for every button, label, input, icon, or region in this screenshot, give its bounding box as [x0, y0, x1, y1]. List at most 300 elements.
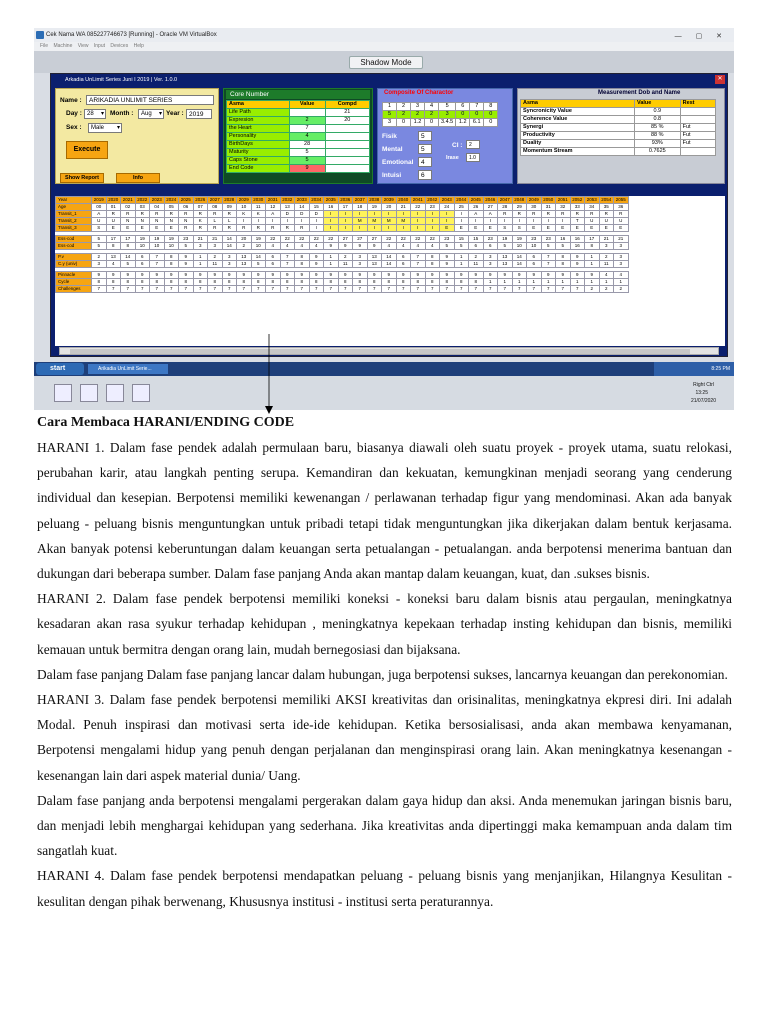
- grid-cell: R: [121, 211, 136, 218]
- grid-cell: 22: [411, 204, 426, 211]
- grid-cell: 9: [266, 272, 281, 279]
- info-button[interactable]: Info: [116, 173, 160, 183]
- grid-cell: 18: [353, 204, 368, 211]
- menu-help[interactable]: Help: [133, 43, 144, 49]
- grid-cell: 21: [614, 236, 629, 243]
- grid-cell: 7: [280, 254, 295, 261]
- grid-cell: 9: [483, 272, 498, 279]
- grid-cell: 6: [396, 254, 411, 261]
- grid-cell: 2048: [512, 197, 527, 204]
- grid-cell: R: [570, 211, 585, 218]
- grid-cell: 9: [425, 272, 440, 279]
- md-value: 88 %: [634, 132, 680, 140]
- grid-cell: 9: [338, 272, 353, 279]
- grid-cell: 8: [106, 279, 121, 286]
- grid-cell: I: [338, 211, 353, 218]
- grid-cell: 9: [541, 272, 556, 279]
- table-row: [521, 132, 716, 140]
- emotional-label: Emotional: [382, 159, 414, 166]
- composite-cell: 5: [383, 111, 397, 119]
- grid-cell: I: [411, 225, 426, 232]
- menu-machine[interactable]: Machine: [53, 43, 73, 49]
- md-header: Asma: [521, 100, 635, 108]
- grid-cell: 9: [440, 272, 455, 279]
- grid-cell: 2041: [411, 197, 426, 204]
- host-app-icon[interactable]: [80, 384, 98, 402]
- start-button[interactable]: start: [36, 363, 84, 375]
- core-comp: [325, 125, 369, 133]
- grid-cell: 2051: [556, 197, 571, 204]
- grid-cell: M: [382, 218, 397, 225]
- grid-cell: 19: [150, 236, 165, 243]
- md-name: Productivity: [521, 132, 635, 140]
- core-comp: [325, 157, 369, 165]
- grid-cell: 2021: [121, 197, 136, 204]
- grid-cell: 9: [237, 272, 252, 279]
- grid-cell: I: [411, 218, 426, 225]
- paragraph: Dalam fase panjang anda berpotensi mengalami pergerakan dalam gaya hidup dan aksi. Anda menemukan jaringan bisnis baru, dan menjadi lebih menghargai kehidupan yang sederhana. Jika kreativitas anda dipertinggi maka kemampuan anda dalam tim sangatlah kuat.: [37, 792, 732, 859]
- grid-cell: 7: [179, 286, 194, 293]
- grid-cell: 7: [353, 286, 368, 293]
- grid-cell: 07: [193, 204, 208, 211]
- menu-view[interactable]: View: [77, 43, 89, 49]
- table-row: [227, 149, 370, 157]
- grid-row-label: Transit_3: [56, 225, 92, 232]
- grid-cell: A: [483, 211, 498, 218]
- grid-cell: 5: [179, 243, 194, 250]
- grid-cell: 11: [251, 204, 266, 211]
- grid-cell: I: [280, 218, 295, 225]
- grid-cell: L: [222, 218, 237, 225]
- grid-cell: 9: [179, 272, 194, 279]
- grid-cell: E: [614, 225, 629, 232]
- grid-cell: 9: [469, 272, 484, 279]
- close-icon[interactable]: ✕: [715, 75, 725, 84]
- grid-cell: 21: [193, 236, 208, 243]
- table-row: [56, 197, 629, 204]
- grid-cell: 8: [121, 279, 136, 286]
- core-name: Life Path: [227, 109, 290, 117]
- grid-cell: 16: [556, 236, 571, 243]
- horizontal-scrollbar[interactable]: [59, 347, 719, 355]
- table-row: [227, 141, 370, 149]
- grid-cell: 7: [425, 286, 440, 293]
- grid-cell: 8: [367, 279, 382, 286]
- grid-cell: 9: [309, 254, 324, 261]
- grid-cell: 8: [454, 279, 469, 286]
- grid-cell: E: [469, 225, 484, 232]
- menu-devices[interactable]: Devices: [110, 43, 129, 49]
- grid-cell: I: [382, 225, 397, 232]
- grid-cell: R: [164, 211, 179, 218]
- grid-cell: 8: [135, 279, 150, 286]
- shadow-mode-button[interactable]: Shadow Mode: [349, 56, 423, 69]
- core-name: End Code: [227, 165, 290, 173]
- grid-cell: N: [135, 218, 150, 225]
- grid-cell: 19: [512, 236, 527, 243]
- grid-cell: 3: [483, 254, 498, 261]
- grid-cell: 1: [527, 279, 542, 286]
- composite-cell: 0: [484, 119, 498, 127]
- grid-cell: 13: [498, 261, 513, 268]
- grid-cell: N: [164, 218, 179, 225]
- grid-cell: E: [556, 225, 571, 232]
- grid-cell: 9: [309, 261, 324, 268]
- month-select[interactable]: Aug ▾: [138, 109, 164, 119]
- grid-cell: 6: [266, 261, 281, 268]
- table-header-row: [521, 100, 716, 108]
- grid-cell: 8: [396, 279, 411, 286]
- grid-cell: 34: [585, 204, 600, 211]
- grid-cell: I: [237, 218, 252, 225]
- grid-cell: 8: [338, 279, 353, 286]
- composite-cell: 0: [397, 119, 411, 127]
- grid-cell: 2045: [469, 197, 484, 204]
- grid-cell: 22: [396, 236, 411, 243]
- mental-label: Mental: [382, 146, 403, 153]
- grid-cell: 7: [469, 286, 484, 293]
- grid-cell: 4: [411, 243, 426, 250]
- grid-cell: 2029: [237, 197, 252, 204]
- core-comp: [325, 133, 369, 141]
- measurement-table: [520, 99, 716, 156]
- grid-cell: 22: [295, 236, 310, 243]
- year-input[interactable]: 2019: [186, 109, 212, 119]
- grid-cell: N: [121, 218, 136, 225]
- grid-cell: E: [585, 225, 600, 232]
- grid-cell: 7: [367, 286, 382, 293]
- grid-cell: 9: [527, 272, 542, 279]
- grid-cell: R: [179, 225, 194, 232]
- host-date: 21/07/2020: [690, 398, 716, 404]
- taskbar-item-arkadia[interactable]: Arikadia UnLimit Serie...: [88, 364, 168, 374]
- grid-cell: 01: [106, 204, 121, 211]
- grid-cell: 8: [411, 279, 426, 286]
- composite-cell: 6: [456, 103, 470, 111]
- table-row: [521, 116, 716, 124]
- table-row: [227, 125, 370, 133]
- grid-cell: 7: [222, 286, 237, 293]
- core-value: 9: [289, 165, 325, 173]
- grid-cell: I: [324, 225, 339, 232]
- grid-cell: R: [237, 225, 252, 232]
- grid-cell: I: [411, 211, 426, 218]
- grid-cell: 19: [251, 236, 266, 243]
- grid-cell: 29: [512, 204, 527, 211]
- grid-cell: 8: [266, 279, 281, 286]
- md-name: Momentum Stream: [521, 148, 635, 156]
- composite-cell: 0: [484, 111, 498, 119]
- app-titlebar: [51, 74, 727, 86]
- right-ctrl-label: Right Ctrl: [693, 382, 714, 388]
- grid-cell: I: [367, 225, 382, 232]
- grid-row-label: Pinnacle: [56, 272, 92, 279]
- grid-cell: R: [527, 211, 542, 218]
- grid-cell: 10: [512, 243, 527, 250]
- table-row: [227, 157, 370, 165]
- grid-cell: I: [498, 218, 513, 225]
- grid-cell: I: [338, 225, 353, 232]
- grid-cell: 9: [570, 254, 585, 261]
- grid-cell: 7: [324, 286, 339, 293]
- grid-row-label: Ess-cod: [56, 243, 92, 250]
- grid-cell: 8: [585, 243, 600, 250]
- grid-cell: I: [469, 218, 484, 225]
- grid-cell: 8: [179, 279, 194, 286]
- scrollbar-thumb[interactable]: [70, 349, 690, 354]
- core-value: [289, 109, 325, 117]
- grid-cell: 7: [483, 286, 498, 293]
- paragraph: Dalam fase panjang Dalam fase panjang lancar dalam hubungan, juga berpotensi sukses, lancarnya keuangan dan perekonomian.: [37, 666, 728, 682]
- grid-cell: E: [483, 225, 498, 232]
- window-controls[interactable]: — ▢ ✕: [674, 33, 728, 40]
- composite-cell: 4: [425, 103, 439, 111]
- menu-file[interactable]: File: [40, 43, 49, 49]
- name-label: Name :: [60, 97, 82, 104]
- md-value: 0.7625: [634, 148, 680, 156]
- md-name: Syncronicity Value: [521, 108, 635, 116]
- grid-cell: 7: [527, 286, 542, 293]
- grid-cell: 14: [382, 261, 397, 268]
- grid-cell: 17: [121, 236, 136, 243]
- grid-cell: R: [135, 211, 150, 218]
- grid-cell: 14: [222, 243, 237, 250]
- grid-cell: 09: [222, 204, 237, 211]
- grid-cell: 2034: [309, 197, 324, 204]
- grid-cell: 2025: [179, 197, 194, 204]
- grid-cell: 4: [309, 243, 324, 250]
- grid-cell: 1: [324, 254, 339, 261]
- grid-cell: 19: [367, 204, 382, 211]
- composite-cell: 2: [411, 111, 425, 119]
- grid-cell: 2026: [193, 197, 208, 204]
- core-comp: 20: [325, 117, 369, 125]
- grid-cell: 2020: [106, 197, 121, 204]
- grid-cell: 5: [251, 261, 266, 268]
- measurement-panel: [517, 88, 725, 184]
- grid-cell: 8: [295, 279, 310, 286]
- grid-cell: I: [295, 218, 310, 225]
- grid-cell: 25: [454, 204, 469, 211]
- grid-cell: 22: [382, 236, 397, 243]
- day-label: Day :: [66, 110, 82, 117]
- grid-cell: 2: [469, 254, 484, 261]
- composite-panel: [377, 88, 513, 184]
- grid-cell: 5: [440, 243, 455, 250]
- guest-taskbar: [34, 362, 734, 376]
- execute-button[interactable]: Execute: [66, 141, 108, 159]
- grid-cell: 7: [280, 286, 295, 293]
- grid-cell: 2028: [222, 197, 237, 204]
- grid-cell: 1: [541, 279, 556, 286]
- grid-cell: M: [396, 218, 411, 225]
- grid-cell: 24: [440, 204, 455, 211]
- host-app-icon[interactable]: [54, 384, 72, 402]
- grid-cell: 8: [425, 254, 440, 261]
- grid-cell: 22: [280, 236, 295, 243]
- grid-cell: 7: [208, 286, 223, 293]
- ci-value: 2: [466, 140, 480, 149]
- grid-cell: 11: [599, 261, 614, 268]
- grid-cell: 14: [121, 254, 136, 261]
- grid-cell: 10: [251, 243, 266, 250]
- grid-cell: 9: [367, 272, 382, 279]
- md-header: Value: [634, 100, 680, 108]
- grid-cell: U: [599, 218, 614, 225]
- grid-cell: D: [309, 211, 324, 218]
- grid-cell: E: [440, 225, 455, 232]
- grid-cell: 5: [541, 243, 556, 250]
- grid-cell: 27: [483, 204, 498, 211]
- composite-cell: 2: [397, 103, 411, 111]
- virtualbox-icon[interactable]: [106, 384, 124, 402]
- grid-cell: 9: [324, 272, 339, 279]
- grid-cell: 33: [570, 204, 585, 211]
- grid-cell: 14: [251, 254, 266, 261]
- grid-cell: R: [251, 225, 266, 232]
- grid-cell: 3: [193, 243, 208, 250]
- input-panel: [55, 88, 219, 184]
- name-input[interactable]: ARIKADIA UNLIMIT SERIES: [86, 95, 214, 105]
- grid-cell: 7: [541, 254, 556, 261]
- grid-row-label: Ess-cod: [56, 236, 92, 243]
- grid-cell: 8: [106, 243, 121, 250]
- grid-cell: I: [483, 218, 498, 225]
- grid-cell: 20: [237, 236, 252, 243]
- virtualbox-menubar: [34, 42, 734, 51]
- grid-cell: 4: [396, 243, 411, 250]
- grid-cell: 27: [338, 236, 353, 243]
- composite-cell: 3: [439, 111, 456, 119]
- virtualbox-titlebar: [34, 28, 734, 42]
- grid-cell: 8: [324, 279, 339, 286]
- grid-cell: 2022: [135, 197, 150, 204]
- sex-select[interactable]: Male ▾: [88, 123, 122, 133]
- table-row: [56, 211, 629, 218]
- grid-cell: 10: [164, 243, 179, 250]
- grid-cell: 8: [295, 261, 310, 268]
- grid-cell: I: [440, 218, 455, 225]
- grid-cell: I: [266, 218, 281, 225]
- grid-cell: 8: [353, 279, 368, 286]
- grid-cell: 4: [599, 272, 614, 279]
- grid-cell: 21: [208, 236, 223, 243]
- grid-cell: R: [585, 211, 600, 218]
- grid-cell: 1: [454, 261, 469, 268]
- grid-cell: A: [469, 211, 484, 218]
- measurement-title: Measurement Dob and Name: [598, 90, 681, 96]
- composite-cell: 0: [456, 111, 470, 119]
- grid-cell: 7: [121, 286, 136, 293]
- md-value: 0.8: [634, 116, 680, 124]
- grid-cell: 2049: [527, 197, 542, 204]
- paragraph: HARANI 3. Dalam fase pendek berpotensi memiliki AKSI kreativitas dan orisinalitas, meningkatnya ekpresi diri. Ini adalah Modal. Penuh inspirasi dan motivasi serta ide-ide kehidupan. Ketika bersosialisasi, anda akan membawa kenyamanan, Berpotensi mengalami hidup yang penuh dengan perjalanan dan menginspirasi orang lain. Akan meningkatnya kesenangan - kesenangan lain dari aspek material dunia/ Uang.: [37, 692, 732, 783]
- grid-cell: 9: [382, 272, 397, 279]
- grid-cell: 13: [498, 254, 513, 261]
- app-title: Arkadia UnLimit Series Juni I 2019 | Ver. 1.0.0: [65, 77, 178, 83]
- grid-cell: 23: [425, 204, 440, 211]
- grid-cell: 21: [396, 204, 411, 211]
- grid-cell: 3: [353, 261, 368, 268]
- grid-cell: R: [150, 211, 165, 218]
- grid-cell: R: [106, 211, 121, 218]
- grid-cell: M: [367, 218, 382, 225]
- grid-cell: 8: [164, 254, 179, 261]
- grid-cell: 7: [295, 286, 310, 293]
- grid-cell: 2032: [280, 197, 295, 204]
- grid-cell: 2052: [570, 197, 585, 204]
- grid-cell: 1: [585, 261, 600, 268]
- grid-cell: I: [512, 218, 527, 225]
- day-select[interactable]: 28 ▾: [84, 109, 106, 119]
- grid-cell: 2: [599, 254, 614, 261]
- grid-cell: 13: [106, 254, 121, 261]
- grid-cell: D: [295, 211, 310, 218]
- core-comp: [325, 149, 369, 157]
- table-row: [56, 225, 629, 232]
- grid-cell: 2038: [367, 197, 382, 204]
- grid-cell: I: [425, 225, 440, 232]
- grid-cell: 15: [309, 204, 324, 211]
- grid-cell: 9: [280, 272, 295, 279]
- intuisi-label: Intuisi: [382, 172, 402, 179]
- grid-cell: 9: [106, 272, 121, 279]
- grid-cell: I: [309, 225, 324, 232]
- grid-cell: 16: [570, 236, 585, 243]
- core-value: 5: [289, 149, 325, 157]
- grid-cell: I: [396, 211, 411, 218]
- grid-cell: 2055: [614, 197, 629, 204]
- grid-cell: 13: [280, 204, 295, 211]
- grid-cell: E: [599, 225, 614, 232]
- grid-cell: 30: [527, 204, 542, 211]
- grid-cell: 04: [150, 204, 165, 211]
- document-heading: Cara Membaca HARANI/ENDING CODE: [37, 415, 295, 430]
- core-comp: [325, 141, 369, 149]
- grid-cell: E: [106, 225, 121, 232]
- grid-cell: 3: [614, 254, 629, 261]
- grid-cell: 8: [425, 279, 440, 286]
- grid-cell: 22: [425, 236, 440, 243]
- show-report-button[interactable]: Show Report: [60, 173, 104, 183]
- grid-cell: 19: [135, 236, 150, 243]
- grid-cell: 1: [324, 261, 339, 268]
- grid-cell: S: [498, 225, 513, 232]
- core-name: Maturity: [227, 149, 290, 157]
- grid-cell: 7: [135, 286, 150, 293]
- table-row: [227, 117, 370, 125]
- grid-cell: 05: [164, 204, 179, 211]
- grid-cell: 13: [367, 254, 382, 261]
- grid-cell: 2: [208, 254, 223, 261]
- grid-cell: 15: [469, 236, 484, 243]
- grid-cell: 11: [469, 261, 484, 268]
- grid-cell: 2: [92, 254, 107, 261]
- grid-cell: 9: [440, 254, 455, 261]
- grid-cell: 7: [280, 261, 295, 268]
- menu-input[interactable]: Input: [93, 43, 106, 49]
- grid-cell: 7: [251, 286, 266, 293]
- grid-cell: R: [498, 211, 513, 218]
- trans-value: 1.0: [466, 153, 480, 162]
- host-app-icon[interactable]: [132, 384, 150, 402]
- grid-cell: E: [150, 225, 165, 232]
- core-name: Expresion: [227, 117, 290, 125]
- grid-cell: 11: [208, 261, 223, 268]
- grid-cell: 5: [92, 236, 107, 243]
- grid-cell: 7: [150, 286, 165, 293]
- grid-cell: 7: [164, 286, 179, 293]
